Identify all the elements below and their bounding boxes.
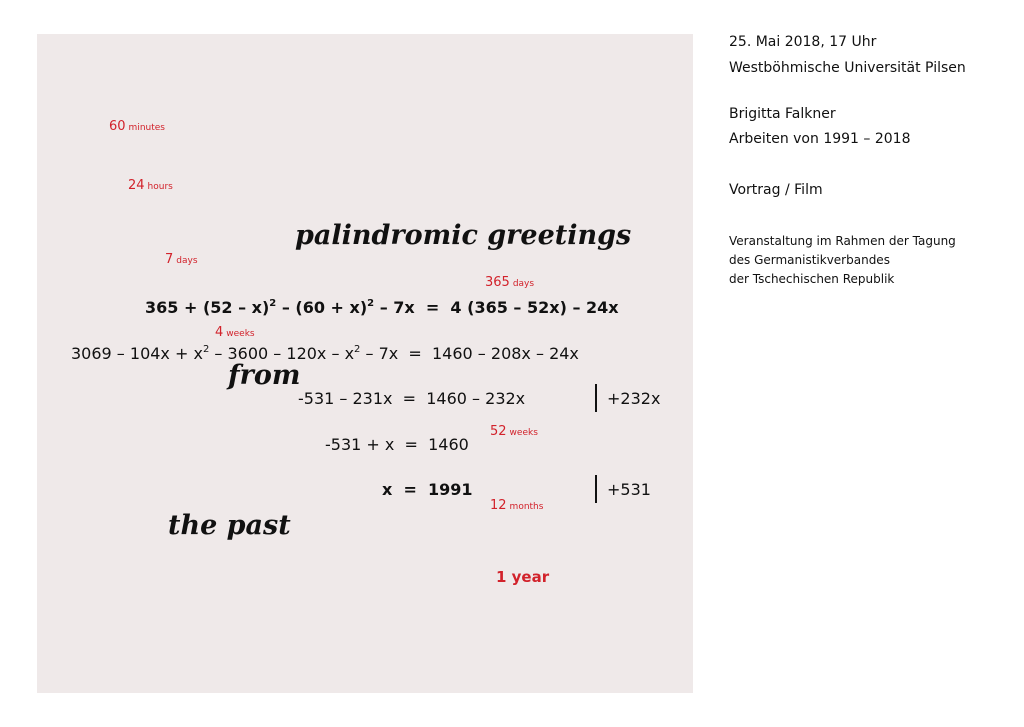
eq-part: – 7x = 1460 – 208x – 24x: [360, 344, 579, 363]
unit-number: 4: [215, 325, 224, 340]
event-format: Vortrag / Film: [729, 182, 823, 198]
poem-line-the-past: the past: [168, 510, 291, 541]
poem-line-palindromic-greetings: palindromic greetings: [295, 220, 632, 251]
poem-line-from: from: [228, 360, 301, 391]
unit-12-months: [490, 494, 543, 513]
event-works: Arbeiten von 1991 – 2018: [729, 131, 911, 147]
unit-52-weeks: [490, 420, 538, 439]
unit-24-hours: [128, 174, 173, 193]
unit-number: 365: [485, 275, 510, 290]
unit-4-weeks: [215, 321, 255, 340]
unit-number: 24: [128, 178, 145, 193]
equation-3-operation: +232x: [607, 389, 661, 408]
event-context-2: des Germanistikverbandes: [729, 253, 890, 267]
event-artist: Brigitta Falkner: [729, 106, 836, 122]
unit-label: weeks: [509, 428, 538, 438]
eq-exponent: 2: [202, 344, 210, 355]
eq-exponent: 2: [367, 298, 375, 309]
unit-number: 60: [109, 119, 126, 134]
eq-part: 3069 – 104x + x: [71, 344, 203, 363]
equation-1: [145, 298, 619, 317]
unit-label: hours: [147, 182, 173, 192]
operation-divider: [595, 384, 597, 412]
unit-label: days: [512, 279, 535, 289]
equation-4: -531 + x = 1460: [325, 435, 469, 454]
equation-5-operation: +531: [607, 480, 651, 499]
unit-number: 52: [490, 424, 507, 439]
eq-part: – (60 + x): [276, 298, 368, 317]
unit-365-days: [485, 271, 534, 290]
event-context-1: Veranstaltung im Rahmen der Tagung: [729, 234, 956, 248]
event-context-3: der Tschechischen Republik: [729, 272, 895, 286]
equation-2: [71, 344, 579, 363]
unit-label: weeks: [226, 329, 255, 339]
unit-60-minutes: [109, 115, 165, 134]
unit-label: days: [176, 256, 198, 266]
unit-label: minutes: [128, 123, 165, 133]
equation-5: x = 1991: [382, 480, 473, 499]
unit-1-year: 1 year: [496, 568, 550, 586]
unit-label: months: [509, 502, 544, 512]
equation-3: -531 – 231x = 1460 – 232x: [298, 389, 526, 408]
unit-7-days: [165, 248, 198, 267]
event-venue: Westböhmische Universität Pilsen: [729, 60, 966, 76]
unit-number: 7: [165, 252, 174, 267]
eq-part: – 7x = 4 (365 – 52x) – 24x: [374, 298, 619, 317]
eq-exponent: 2: [354, 344, 361, 355]
event-date-time: 25. Mai 2018, 17 Uhr: [729, 34, 877, 50]
eq-exponent: 2: [269, 298, 277, 309]
operation-divider: [595, 475, 597, 503]
eq-part: – 3600 – 120x – x: [209, 344, 355, 363]
eq-part: 365 + (52 – x): [145, 298, 270, 317]
unit-number: 12: [490, 498, 507, 513]
